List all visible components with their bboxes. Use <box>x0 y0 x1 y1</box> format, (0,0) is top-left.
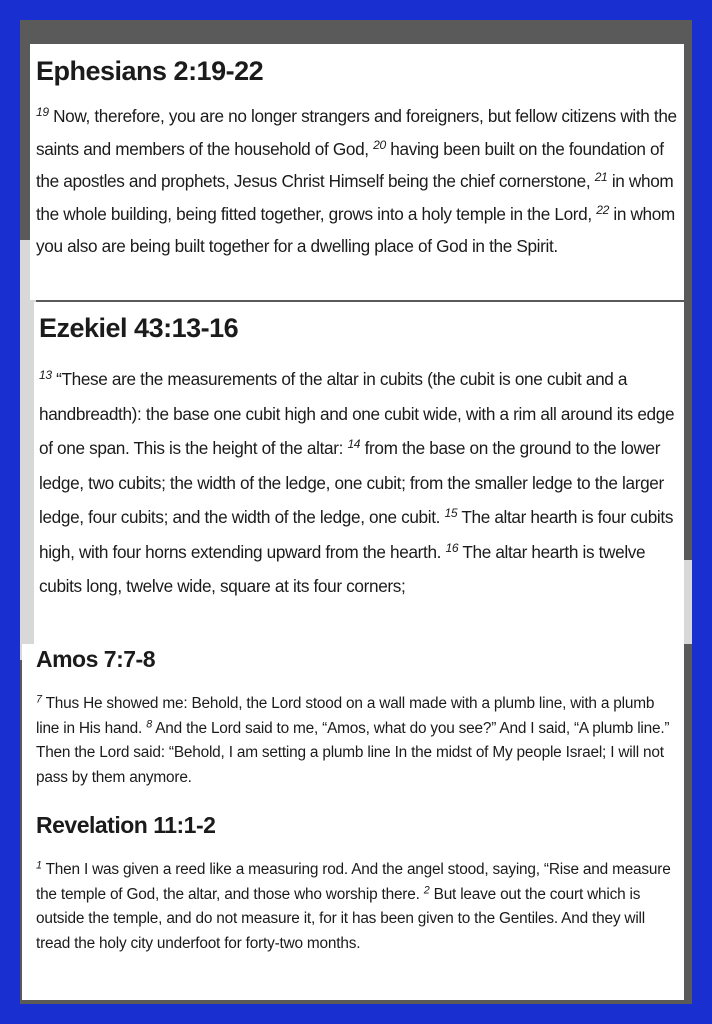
verse-number: 19 <box>36 104 49 119</box>
verse-number: 22 <box>596 202 609 217</box>
verse-number: 1 <box>36 859 42 872</box>
verse-number: 8 <box>146 718 152 731</box>
verse-number: 13 <box>39 367 52 382</box>
verse-text: Now, therefore, you are no longer strangers and foreigners, but fellow citizens with the saints and members of the household of God, <box>36 106 677 159</box>
passage-text <box>36 692 674 790</box>
verse-number: 20 <box>373 137 386 152</box>
passage-text <box>39 362 679 604</box>
verse-text: And the Lord said to me, “Amos, what do you see?” And I said, “A plumb line.” Then the Lord said: “Behold, I am setting a plumb line In the midst of My people Israel; I will not pass by them anymore. <box>36 719 670 786</box>
verse-text: having been built on the foundation of the apostles and prophets, Jesus Christ Himself being the chief cornerstone, <box>36 138 664 191</box>
verse-text: The altar hearth is four cubits high, with four horns extending upward from the hearth. <box>39 507 674 562</box>
passage-title: Revelation 11:1-2 <box>36 812 216 838</box>
passage-card-amos-revelation <box>22 644 684 1000</box>
verse-text: in whom the whole building, being fitted together, grows into a holy temple in the Lord, <box>36 171 674 224</box>
verse-number: 14 <box>347 436 361 451</box>
verse-text: The altar hearth is twelve cubits long, twelve wide, square at its four corners; <box>39 541 646 596</box>
verse-number: 21 <box>594 169 608 184</box>
passage-text <box>36 100 678 263</box>
verse-number: 15 <box>444 505 458 520</box>
passage-card-ephesians <box>30 44 684 300</box>
passage-title: Ephesians 2:19-22 <box>36 56 264 86</box>
verse-text: But leave out the court which is outside the temple, and do not measure it, for it has been given to the Gentiles. And they will tread the holy city underfoot for forty-two months. <box>36 885 645 952</box>
passage-text <box>36 858 674 956</box>
passage-title: Ezekiel 43:13-16 <box>39 313 239 343</box>
verse-number: 2 <box>423 884 430 897</box>
verse-number: 16 <box>445 540 459 555</box>
verse-number: 7 <box>36 693 42 706</box>
verse-text: “These are the measurements of the altar in cubits (the cubit is one cubit and a handbreadth): the base one cubit high and one cubit wide, with a rim all around its edge of one span. This is the height of the altar: <box>39 369 675 458</box>
verse-text: Then I was given a reed like a measuring rod. And the angel stood, saying, “Rise and measure the temple of God, the altar, and those who worship there. <box>36 861 671 903</box>
passage-card-ezekiel <box>34 302 684 644</box>
verse-text: in whom you also are being built together for a dwelling place of God in the Spirit. <box>36 203 675 256</box>
verse-text: Thus He showed me: Behold, the Lord stood on a wall made with a plumb line, with a plumb line in His hand. <box>36 695 655 737</box>
verse-text: from the base on the ground to the lower ledge, two cubits; the width of the ledge, one cubit; from the smaller ledge to the larger ledge, four cubits; and the width of the ledge, one cubit. <box>39 438 664 527</box>
passage-title: Amos 7:7-8 <box>36 646 155 672</box>
